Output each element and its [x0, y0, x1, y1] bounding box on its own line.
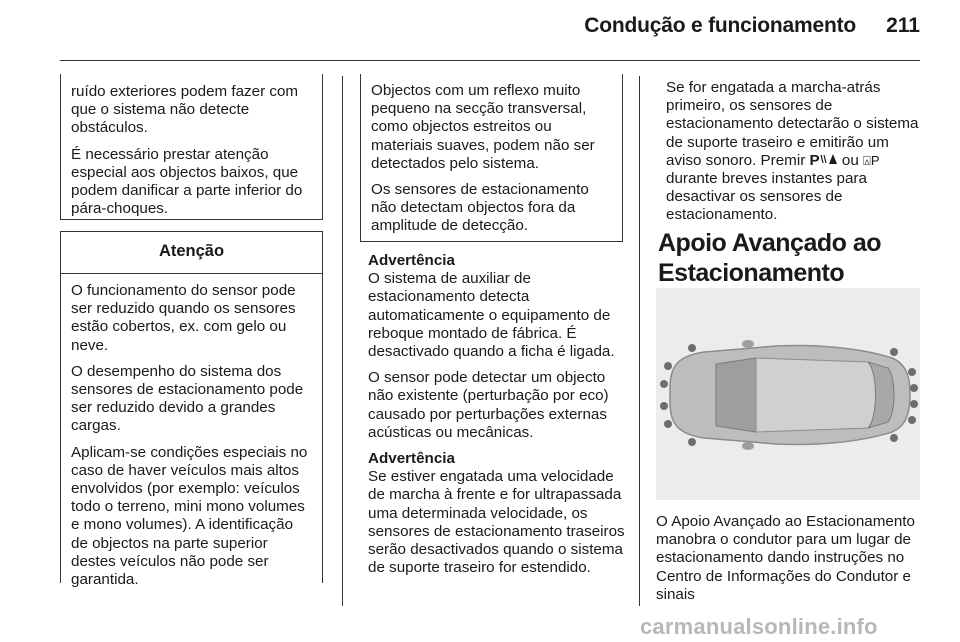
body-paragraph: Se for engatada a marcha-atrás primeiro, os sensores de estacionamento detectarão o sistema de suporte traseiro e emitirão um aviso sonoro. Premir: [666, 79, 919, 169]
box-paragraph: ruído exteriores podem fazer com que o sistema não detecte obstáculos.: [71, 83, 299, 137]
detection-limits-box: [360, 74, 623, 242]
column-divider-1: [342, 76, 343, 606]
column-3-intro: Se for engatada a marcha-atrás primeiro, os sensores de estacionamento detectarão o sistema de suporte traseiro e emitirão um aviso sonoro. Premir P ou ⍓P durante breves instantes para desactivar os sensores de estacionamento.: [666, 79, 919, 224]
continued-info-box: [60, 74, 323, 220]
header-rule: [60, 60, 920, 61]
note-text: Se estiver engatada uma velocidade de marcha à frente e for ultrapassada uma determinada velocidade, os sensores de estacionamento traseiros serão desactivados quando o sistema de suporte traseiro for estendido.: [368, 468, 625, 577]
attention-paragraph: Aplicam-se condições especiais no caso de haver veículos mais altos envolvidos (por exemplo: veículos todo o terreno, mini mono volumes e mono volumes). A identificação de objectos na parte superior destes veículos não pode ser garantida.: [71, 443, 308, 589]
box-paragraph: Os sensores de estacionamento não detectam objectos fora da amplitude de detecção.: [371, 181, 589, 235]
body-paragraph: O Apoio Avançado ao Estacionamento manobra o condutor para um lugar de estacionamento dando instruções no Centro de Informações do Condutor e sinais: [656, 513, 915, 603]
page-number: 211: [886, 14, 920, 37]
watermark: carmanualsonline.info: [640, 614, 878, 639]
attention-box: [60, 231, 323, 589]
attention-paragraph: O funcionamento do sensor pode ser reduzido quando os sensores estão cobertos, ex. com gelo ou neve.: [71, 282, 296, 354]
column-3-body: [656, 513, 928, 604]
advanced-park-assist-button-icon: ⍓P: [863, 152, 880, 168]
attention-title: Atenção: [61, 232, 322, 274]
attention-paragraph: O desempenho do sistema dos sensores de estacionamento pode ser reduzido devido a grandes cargas.: [71, 362, 304, 435]
section-heading: Apoio Avançado ao Estacionamento: [658, 229, 882, 287]
note-label: Advertência: [368, 450, 455, 468]
box-paragraph: É necessário prestar atenção especial aos objectos baixos, que podem danificar a parte inferior do pára-choques.: [71, 145, 303, 218]
body-paragraph: O sensor pode detectar um objecto não existente (perturbação por eco) causado por perturbações externas acústicas ou mecânicas.: [368, 369, 609, 441]
box-paragraph: Objectos com um reflexo muito pequeno na secção transversal, como objectos estreitos ou materiais suaves, podem não ser detectados pelo sistema.: [371, 82, 595, 172]
column-divider-2: [639, 76, 640, 606]
park-assist-button-icon: P: [810, 152, 838, 169]
car-top-view-illustration: [656, 288, 920, 500]
note-label: Advertência: [368, 252, 455, 269]
page-running-title: Condução e funcionamento: [584, 14, 856, 37]
note-text: O sistema de auxiliar de estacionamento detecta automaticamente o equipamento de reboque montado de fábrica. É desactivado quando a ficha é ligada.: [368, 270, 615, 361]
column-2-body: [368, 252, 630, 577]
